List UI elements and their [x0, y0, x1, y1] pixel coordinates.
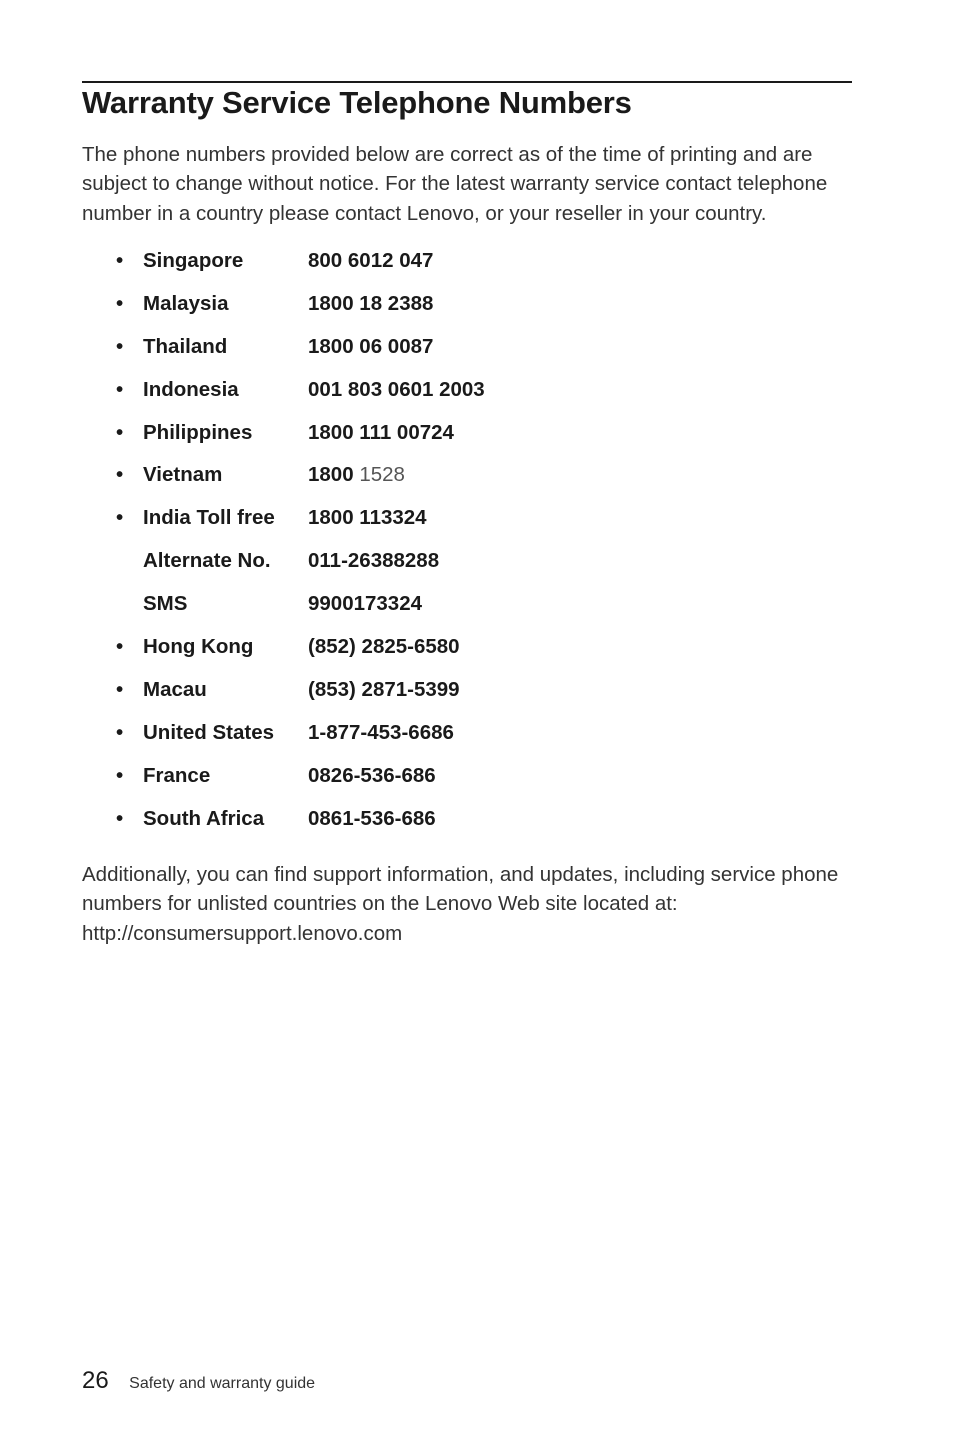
country-label: India Toll free — [143, 506, 275, 530]
phone-number-list — [0, 240, 954, 840]
phone-number-suffix: 1528 — [359, 463, 405, 487]
phone-list-item — [0, 755, 954, 798]
phone-number-main: 1800 — [308, 463, 354, 487]
bullet-icon: • — [116, 506, 124, 530]
bullet-icon: • — [116, 806, 124, 830]
phone-number — [308, 626, 460, 669]
bullet-icon: • — [116, 420, 124, 444]
phone-number — [308, 755, 436, 798]
phone-list-item — [0, 540, 954, 583]
phone-list-item — [0, 412, 954, 455]
phone-number — [308, 583, 422, 626]
phone-number-main: 0826-536-686 — [308, 763, 436, 787]
phone-number-main: (853) 2871-5399 — [308, 677, 460, 701]
phone-number — [308, 240, 433, 283]
country-label: Indonesia — [143, 377, 239, 401]
phone-number-main: 800 6012 047 — [308, 249, 434, 272]
page-title: Warranty Service Telephone Numbers — [82, 85, 632, 120]
phone-number — [308, 712, 454, 755]
phone-number-main: 1-877-453-6686 — [308, 720, 454, 744]
phone-number-main: (852) 2825-6580 — [308, 635, 460, 659]
phone-number — [308, 669, 460, 712]
phone-number — [308, 540, 439, 583]
phone-list-item — [0, 583, 954, 626]
phone-list-item — [0, 369, 954, 412]
phone-number — [308, 283, 433, 326]
bullet-icon: • — [116, 249, 124, 272]
bullet-icon: • — [116, 720, 124, 744]
phone-list-item — [0, 669, 954, 712]
phone-number-main: 1800 18 2388 — [308, 291, 434, 315]
country-label: Hong Kong — [143, 635, 254, 659]
country-label: Alternate No. — [143, 549, 271, 573]
phone-list-item — [0, 454, 954, 497]
outro-paragraph: Additionally, you can find support information, and updates, including service phone numbers for unlisted countries on the Lenovo Web site located at: http://consumersupport.lenovo.com — [82, 863, 839, 945]
phone-number — [308, 798, 436, 841]
phone-list-item — [0, 240, 954, 283]
country-label: South Africa — [143, 806, 265, 830]
phone-list-item — [0, 326, 954, 369]
phone-number — [308, 412, 454, 455]
country-label: Malaysia — [143, 291, 229, 315]
country-label: Philippines — [143, 420, 253, 444]
page-number: 26 — [82, 1367, 109, 1394]
bullet-icon: • — [116, 463, 124, 487]
bullet-icon: • — [116, 377, 124, 401]
heading-rule — [82, 81, 852, 83]
intro-paragraph: The phone numbers provided below are correct as of the time of printing and are subject to change without notice. For the latest warranty service contact telephone number in a country please contact Lenovo, or your reseller in your country. — [82, 143, 828, 225]
phone-list-item — [0, 712, 954, 755]
country-label: SMS — [143, 592, 188, 616]
phone-list-item — [0, 283, 954, 326]
phone-number — [308, 497, 427, 540]
country-label: France — [143, 763, 211, 787]
country-label: Macau — [143, 677, 207, 701]
phone-list-item — [0, 798, 954, 841]
phone-list-item — [0, 626, 954, 669]
bullet-icon: • — [116, 635, 124, 659]
country-label: Vietnam — [143, 463, 223, 487]
phone-number — [308, 369, 485, 412]
page-footer — [82, 1364, 315, 1398]
bullet-icon: • — [116, 677, 124, 701]
bullet-icon: • — [116, 763, 124, 787]
phone-number-main: 001 803 0601 2003 — [308, 377, 485, 401]
phone-list-item — [0, 497, 954, 540]
guide-title: Safety and warranty guide — [129, 1375, 316, 1392]
phone-number-main: 1800 113324 — [308, 506, 427, 530]
phone-number — [308, 326, 433, 369]
country-label: Singapore — [143, 249, 244, 272]
country-label: United States — [143, 720, 274, 744]
phone-number-main: 9900173324 — [308, 592, 423, 616]
phone-number-main: 011-26388288 — [308, 549, 440, 573]
phone-number-main: 0861-536-686 — [308, 806, 436, 830]
phone-number — [308, 454, 405, 497]
phone-number-main: 1800 111 00724 — [308, 420, 454, 444]
bullet-icon: • — [116, 291, 124, 315]
phone-number-main: 1800 06 0087 — [308, 334, 434, 358]
country-label: Thailand — [143, 334, 228, 358]
bullet-icon: • — [116, 334, 124, 358]
